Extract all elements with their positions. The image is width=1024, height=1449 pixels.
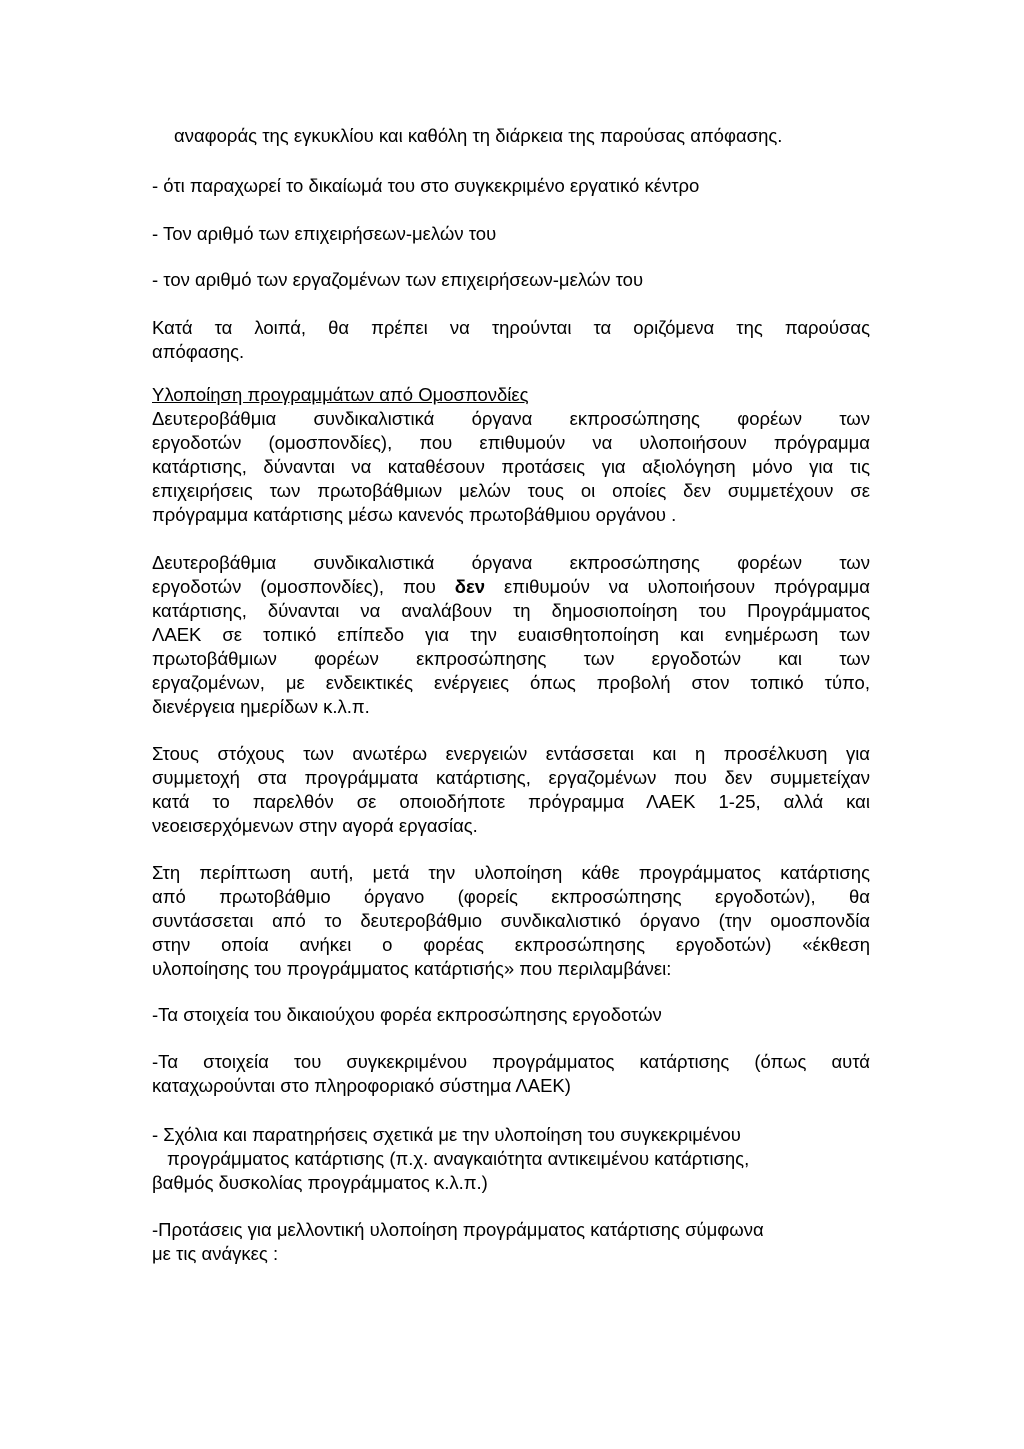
paragraph-line: καταχωρούνται στο πληροφοριακό σύστημα ΛΑΕΚ) [152, 1075, 571, 1096]
bullet-item: - Τον αριθμό των επιχειρήσεων-μελών του [152, 223, 497, 244]
paragraph-line: απόφασης. [152, 341, 245, 362]
section-heading: Υλοποίηση προγραμμάτων από Ομοσπονδίες [152, 384, 529, 405]
list-item-line: προγράμματος κατάρτισης (π.χ. αναγκαιότητα αντικειμένου κατάρτισης, [167, 1148, 750, 1169]
paragraph-line: Στους στόχους των ανωτέρω ενεργειών εντάσσεται και η προσέλκυση για [152, 743, 870, 764]
paragraph-line: επιχειρήσεις των πρωτοβάθμιων μελών τους οι οποίες δεν συμμετέχουν σε [152, 480, 870, 501]
paragraph-4 [152, 861, 870, 981]
paragraph-1 [152, 407, 870, 527]
paragraph-line: κατάρτισης, δύνανται να καταθέσουν προτάσεις για αξιολόγηση μόνο για τις [152, 456, 870, 477]
paragraph-line: Στη περίπτωση αυτή, μετά την υλοποίηση κάθε προγράμματος κατάρτισης [152, 862, 870, 883]
paragraph-line: στην οποία ανήκει ο φορέας εκπροσώπησης εργοδοτών) «έκθεση [152, 934, 870, 955]
closing-remark [152, 316, 870, 364]
paragraph-line: -Τα στοιχεία του συγκεκριμένου προγράμματος κατάρτισης (όπως αυτά [152, 1051, 870, 1072]
paragraph-line: Κατά τα λοιπά, θα πρέπει να τηρούνται τα οριζόμενα της παρούσας [152, 317, 870, 338]
paragraph-line: πρωτοβάθμιων φορέων εκπροσώπησης των εργοδοτών και των [152, 648, 870, 669]
list-item-line: - Σχόλια και παρατηρήσεις σχετικά με την υλοποίηση του συγκεκριμένου [152, 1124, 741, 1145]
list-item-line: -Προτάσεις για μελλοντική υλοποίηση προγράμματος κατάρτισης σύμφωνα [152, 1219, 764, 1240]
paragraph-line: Δευτεροβάθμια συνδικαλιστικά όργανα εκπροσώπησης φορέων των [152, 408, 870, 429]
paragraph-line: νεοεισερχόμενων στην αγορά εργασίας. [152, 815, 478, 836]
paragraph-line: εργαζομένων, με ενδεικτικές ενέργειες όπως προβολή στον τοπικό τύπο, [152, 672, 870, 693]
list-item-line: βαθμός δυσκολίας προγράμματος κ.λ.π.) [152, 1172, 488, 1193]
paragraph-line-with-emphasis [152, 575, 870, 599]
paragraph-line: κατάρτισης, δύνανται να αναλάβουν τη δημοσιοποίηση του Προγράμματος [152, 600, 870, 621]
paragraph-line: συμμετοχή στα προγράμματα κατάρτισης, εργαζομένων που δεν συμμετείχαν [152, 767, 870, 788]
list-item: -Τα στοιχεία του δικαιούχου φορέα εκπροσώπησης εργοδοτών [152, 1004, 662, 1025]
paragraph-line: κατά το παρελθόν σε οποιοδήποτε πρόγραμμα ΛΑΕΚ 1-25, αλλά και [152, 791, 870, 812]
emphasis-word: δεν [454, 576, 486, 597]
paragraph-line: συντάσσεται από το δευτεροβάθμιο συνδικαλιστικό όργανο (την ομοσπονδία [152, 910, 870, 931]
paragraph-line: υλοποίησης του προγράμματος κατάρτισής» που περιλαμβάνει: [152, 958, 672, 979]
continuation-line: αναφοράς της εγκυκλίου και καθόλη τη διάρκεια της παρούσας απόφασης. [174, 125, 783, 146]
text-run: επιθυμούν να υλοποιήσουν πρόγραμμα [485, 576, 870, 597]
list-item-line: με τις ανάγκες : [152, 1243, 279, 1264]
text-run: εργοδοτών (ομοσπονδίες), που [152, 576, 455, 597]
paragraph-line: ΛΑΕΚ σε τοπικό επίπεδο για την ευαισθητοποίηση και ενημέρωση των [152, 624, 870, 645]
paragraph-line: εργοδοτών (ομοσπονδίες), που επιθυμούν να υλοποιήσουν πρόγραμμα [152, 432, 870, 453]
list-item [152, 1050, 870, 1098]
paragraph-line: Δευτεροβάθμια συνδικαλιστικά όργανα εκπροσώπησης φορέων των [152, 552, 870, 573]
paragraph-line: πρόγραμμα κατάρτισης μέσω κανενός πρωτοβάθμιου οργάνου . [152, 504, 677, 525]
paragraph-line: διενέργεια ημερίδων κ.λ.π. [152, 696, 370, 717]
paragraph-line: από πρωτοβάθμιο όργανο (φορείς εκπροσώπησης εργοδοτών), θα [152, 886, 870, 907]
paragraph-2 [152, 551, 870, 719]
bullet-item: - ότι παραχωρεί το δικαίωμά του στο συγκεκριμένο εργατικό κέντρο [152, 175, 700, 196]
paragraph-3 [152, 742, 870, 838]
bullet-item: - τον αριθμό των εργαζομένων των επιχειρήσεων-μελών του [152, 269, 644, 290]
